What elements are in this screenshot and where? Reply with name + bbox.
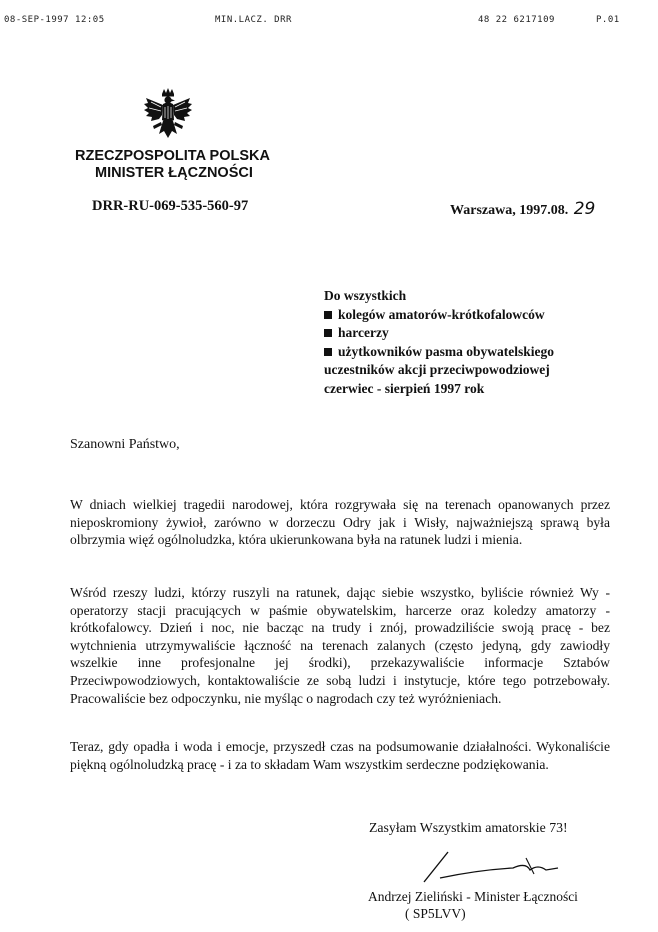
letterhead-line2: MINISTER ŁĄCZNOŚCI xyxy=(95,165,253,181)
reference-number: DRR-RU-069-535-560-97 xyxy=(92,198,249,214)
polish-eagle-emblem-icon xyxy=(143,88,193,144)
body-paragraph: Teraz, gdy opadła i woda i emocje, przyszedł czas na podsumowanie działalności. Wykonaliście piękną ogólnoludzką pracę - i za to składam Wam wszystkim serdeczne podziękowania. xyxy=(70,739,610,772)
fax-sender: MIN.LACZ. DRR xyxy=(215,15,292,25)
signature-name: Andrzej Zieliński - Minister Łączności xyxy=(368,889,578,904)
addressee-tail: uczestników akcji przeciwpowodziowej xyxy=(324,362,550,377)
closing-line: Zasyłam Wszystkim amatorskie 73! xyxy=(369,820,568,835)
fax-phone: 48 22 6217109 xyxy=(478,15,555,25)
square-bullet-icon xyxy=(324,348,332,356)
place-date xyxy=(450,199,595,219)
addressee-item-label: harcerzy xyxy=(338,325,389,340)
addressee-item-label: użytkowników pasma obywatelskiego xyxy=(338,343,555,359)
signature-callsign: ( SP5LVV) xyxy=(405,906,466,921)
handwritten-signature xyxy=(418,848,568,888)
body-paragraph: Wśród rzeszy ludzi, którzy ruszyli na ratunek, dając siebie wszystko, byliście również Wy - operatorzy stacji pracujących w paśmie obywatelskim, harcerze oraz koledzy amatorzy -krótkofalowcy. Dzień i noc, nie bacząc na trudy i znój, prowadziliście swoją pracę - bez wytchnienia utrzymywaliście łączność na terenach zalanych (często jedyną, gdy zawiodły wszelkie inne profesjonalne jej środki), przekazywaliście informacje Sztabów Przeciwpowodziowych, kontaktowaliście ze sobą ludzi i instytucje, które tego potrzebowały. Pracowaliście bez odpoczynku, nie myśląc o nagrodach czy też wyróżnieniach. xyxy=(70,585,610,706)
letterhead-line1: RZECZPOSPOLITA POLSKA xyxy=(75,148,270,164)
body-paragraph: W dniach wielkiej tragedii narodowej, która rozgrywała się na terenach opanowanych przez nieposkromiony żywioł, zarówno w dorzeczu Odry jak i Wisły, najważniejszą sprawą była olbrzymia więź ogólnoludzka, która ukierunkowana była na ratunek ludzi i mienia. xyxy=(70,497,610,548)
addressee-tail: czerwiec - sierpień 1997 rok xyxy=(324,380,485,396)
addressee-item-label: kolegów amatorów-krótkofalowców xyxy=(338,306,545,322)
salutation: Szanowni Państwo, xyxy=(70,437,180,452)
fax-page: P.01 xyxy=(596,15,620,25)
square-bullet-icon xyxy=(324,329,332,337)
addressee-item xyxy=(324,306,554,325)
addressee-intro: Do wszystkich xyxy=(324,288,407,303)
square-bullet-icon xyxy=(324,311,332,319)
addressee-item xyxy=(324,343,554,362)
place-date-text: Warszawa, 1997.08. xyxy=(450,203,569,218)
date-day-handwritten: 29 xyxy=(573,199,596,219)
fax-datetime: 08-SEP-1997 12:05 xyxy=(4,15,105,25)
addressee-item xyxy=(324,324,554,343)
addressee-block xyxy=(324,287,554,398)
